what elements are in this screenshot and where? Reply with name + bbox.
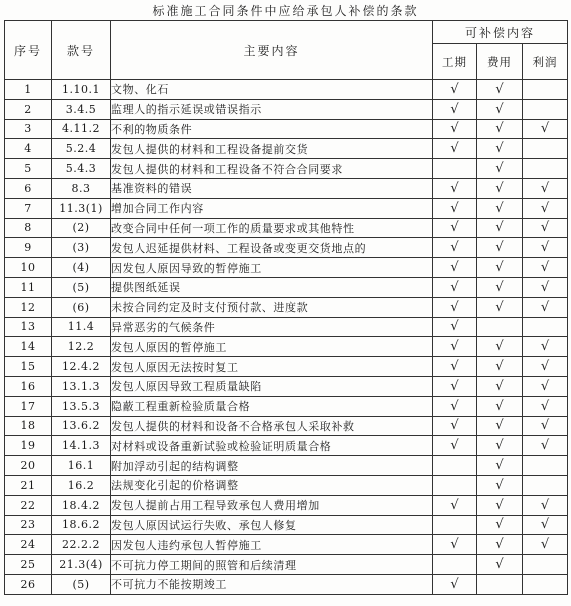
row-content: 发包人提前占用工程导致承包人费用增加 xyxy=(111,495,433,515)
table-row xyxy=(5,436,568,456)
row-period-mark: √ xyxy=(433,139,477,159)
row-cost-mark xyxy=(477,317,523,337)
table-row xyxy=(5,297,568,317)
row-content: 发包人提供的材料和设备不合格承包人采取补救 xyxy=(111,416,433,436)
row-clause: 11.4 xyxy=(52,317,111,337)
row-content: 发包人提供的材料和工程设备不符合合同要求 xyxy=(111,159,433,179)
row-profit-mark: √ xyxy=(523,416,568,436)
row-cost-mark: √ xyxy=(477,337,523,357)
row-cost-mark: √ xyxy=(477,495,523,515)
table-row xyxy=(5,456,568,476)
row-clause: 4.11.2 xyxy=(52,119,111,139)
row-period-mark xyxy=(433,475,477,495)
table-row xyxy=(5,574,568,594)
row-content: 发包人迟延提供材料、工程设备或变更交货地点的 xyxy=(111,238,433,258)
row-cost-mark: √ xyxy=(477,198,523,218)
row-profit-mark: √ xyxy=(523,495,568,515)
row-content: 因发包人原因导致的暂停施工 xyxy=(111,258,433,278)
row-cost-mark: √ xyxy=(477,416,523,436)
row-content: 不可抗力停工期间的照管和后续清理 xyxy=(111,555,433,575)
row-profit-mark: √ xyxy=(523,337,568,357)
row-content: 提供图纸延误 xyxy=(111,277,433,297)
row-content: 发包人原因导致工程质量缺陷 xyxy=(111,376,433,396)
row-clause: (3) xyxy=(52,238,111,258)
row-seq: 25 xyxy=(5,555,52,575)
row-seq: 26 xyxy=(5,574,52,594)
row-content: 文物、化石 xyxy=(111,80,433,100)
row-profit-mark: √ xyxy=(523,535,568,555)
row-clause: 13.6.2 xyxy=(52,416,111,436)
table-row xyxy=(5,376,568,396)
row-period-mark xyxy=(433,159,477,179)
row-seq: 3 xyxy=(5,119,52,139)
row-profit-mark: √ xyxy=(523,376,568,396)
row-seq: 8 xyxy=(5,218,52,238)
table-row xyxy=(5,337,568,357)
row-content: 未按合同约定及时支付预付款、进度款 xyxy=(111,297,433,317)
row-clause: 5.4.3 xyxy=(52,159,111,179)
row-clause: 3.4.5 xyxy=(52,99,111,119)
row-period-mark xyxy=(433,515,477,535)
row-cost-mark: √ xyxy=(477,119,523,139)
table-body xyxy=(5,80,568,595)
table-row xyxy=(5,357,568,377)
row-period-mark: √ xyxy=(433,99,477,119)
row-content: 监理人的指示延误或错误指示 xyxy=(111,99,433,119)
row-profit-mark: √ xyxy=(523,238,568,258)
table-row xyxy=(5,475,568,495)
row-profit-mark xyxy=(523,475,568,495)
row-clause: 13.5.3 xyxy=(52,396,111,416)
row-profit-mark xyxy=(523,555,568,575)
row-seq: 10 xyxy=(5,258,52,278)
row-seq: 23 xyxy=(5,515,52,535)
table-row xyxy=(5,99,568,119)
row-seq: 11 xyxy=(5,277,52,297)
row-profit-mark xyxy=(523,159,568,179)
row-period-mark: √ xyxy=(433,574,477,594)
row-period-mark: √ xyxy=(433,495,477,515)
row-clause: (4) xyxy=(52,258,111,278)
row-profit-mark: √ xyxy=(523,218,568,238)
row-seq: 5 xyxy=(5,159,52,179)
row-cost-mark: √ xyxy=(477,396,523,416)
header-main-content: 主要内容 xyxy=(111,21,433,80)
row-profit-mark xyxy=(523,456,568,476)
row-clause: 18.4.2 xyxy=(52,495,111,515)
row-cost-mark xyxy=(477,574,523,594)
table-row xyxy=(5,198,568,218)
row-seq: 17 xyxy=(5,396,52,416)
row-period-mark: √ xyxy=(433,297,477,317)
table-row xyxy=(5,80,568,100)
row-seq: 14 xyxy=(5,337,52,357)
table-row xyxy=(5,396,568,416)
row-period-mark xyxy=(433,555,477,575)
compensation-clauses-table xyxy=(4,20,568,595)
row-content: 因发包人违约承包人暂停施工 xyxy=(111,535,433,555)
row-content: 发包人原因的暂停施工 xyxy=(111,337,433,357)
row-cost-mark: √ xyxy=(477,258,523,278)
row-content: 对材料或设备重新试验或检验证明质量合格 xyxy=(111,436,433,456)
row-period-mark: √ xyxy=(433,80,477,100)
row-clause: 21.3(4) xyxy=(52,555,111,575)
row-profit-mark xyxy=(523,80,568,100)
row-content: 不可抗力不能按期竣工 xyxy=(111,574,433,594)
row-period-mark: √ xyxy=(433,436,477,456)
row-clause: 16.1 xyxy=(52,456,111,476)
row-cost-mark: √ xyxy=(477,277,523,297)
row-cost-mark: √ xyxy=(477,475,523,495)
row-period-mark: √ xyxy=(433,337,477,357)
table-row xyxy=(5,535,568,555)
table-row xyxy=(5,178,568,198)
row-period-mark: √ xyxy=(433,119,477,139)
header-cost: 费用 xyxy=(477,44,523,80)
row-seq: 15 xyxy=(5,357,52,377)
row-period-mark: √ xyxy=(433,535,477,555)
row-content: 改变合同中任何一项工作的质量要求或其他特性 xyxy=(111,218,433,238)
row-seq: 20 xyxy=(5,456,52,476)
row-clause: 22.2.2 xyxy=(52,535,111,555)
row-seq: 6 xyxy=(5,178,52,198)
row-period-mark: √ xyxy=(433,218,477,238)
row-seq: 1 xyxy=(5,80,52,100)
row-profit-mark: √ xyxy=(523,297,568,317)
row-period-mark: √ xyxy=(433,198,477,218)
row-period-mark: √ xyxy=(433,317,477,337)
header-profit: 利润 xyxy=(523,44,568,80)
row-content: 发包人原因试运行失败、承包人修复 xyxy=(111,515,433,535)
table-row xyxy=(5,317,568,337)
row-profit-mark: √ xyxy=(523,396,568,416)
row-clause: (5) xyxy=(52,574,111,594)
row-clause: (2) xyxy=(52,218,111,238)
row-period-mark: √ xyxy=(433,357,477,377)
row-profit-mark: √ xyxy=(523,198,568,218)
row-clause: 13.1.3 xyxy=(52,376,111,396)
table-row xyxy=(5,277,568,297)
row-cost-mark: √ xyxy=(477,238,523,258)
row-period-mark: √ xyxy=(433,178,477,198)
row-clause: (5) xyxy=(52,277,111,297)
row-profit-mark xyxy=(523,574,568,594)
row-seq: 12 xyxy=(5,297,52,317)
row-cost-mark: √ xyxy=(477,80,523,100)
row-clause: 8.3 xyxy=(52,178,111,198)
row-period-mark: √ xyxy=(433,416,477,436)
table-row xyxy=(5,139,568,159)
header-compensation-group: 可补偿内容 xyxy=(433,21,568,44)
row-seq: 18 xyxy=(5,416,52,436)
row-cost-mark: √ xyxy=(477,178,523,198)
row-seq: 4 xyxy=(5,139,52,159)
row-content: 不利的物质条件 xyxy=(111,119,433,139)
row-profit-mark: √ xyxy=(523,258,568,278)
table-row xyxy=(5,416,568,436)
row-clause: 1.10.1 xyxy=(52,80,111,100)
row-cost-mark: √ xyxy=(477,456,523,476)
row-clause: 16.2 xyxy=(52,475,111,495)
row-content: 隐蔽工程重新检验质量合格 xyxy=(111,396,433,416)
row-content: 发包人提供的材料和工程设备提前交货 xyxy=(111,139,433,159)
row-seq: 16 xyxy=(5,376,52,396)
row-period-mark: √ xyxy=(433,396,477,416)
row-period-mark: √ xyxy=(433,277,477,297)
row-clause: 11.3(1) xyxy=(52,198,111,218)
row-seq: 21 xyxy=(5,475,52,495)
table-row xyxy=(5,555,568,575)
row-content: 法规变化引起的价格调整 xyxy=(111,475,433,495)
row-period-mark: √ xyxy=(433,376,477,396)
row-content: 基准资料的错误 xyxy=(111,178,433,198)
row-profit-mark xyxy=(523,99,568,119)
table-row xyxy=(5,495,568,515)
row-clause: 12.4.2 xyxy=(52,357,111,377)
row-cost-mark: √ xyxy=(477,297,523,317)
table-row xyxy=(5,238,568,258)
row-cost-mark: √ xyxy=(477,436,523,456)
row-cost-mark: √ xyxy=(477,376,523,396)
row-clause: 5.2.4 xyxy=(52,139,111,159)
row-period-mark xyxy=(433,456,477,476)
row-period-mark: √ xyxy=(433,258,477,278)
row-profit-mark: √ xyxy=(523,119,568,139)
row-clause: 18.6.2 xyxy=(52,515,111,535)
row-clause: 12.2 xyxy=(52,337,111,357)
row-content: 附加浮动引起的结构调整 xyxy=(111,456,433,476)
row-profit-mark: √ xyxy=(523,515,568,535)
row-seq: 22 xyxy=(5,495,52,515)
header-seq: 序号 xyxy=(5,21,52,80)
row-content: 发包人原因无法按时复工 xyxy=(111,357,433,377)
row-cost-mark: √ xyxy=(477,555,523,575)
row-content: 增加合同工作内容 xyxy=(111,198,433,218)
row-cost-mark: √ xyxy=(477,99,523,119)
row-cost-mark: √ xyxy=(477,357,523,377)
row-clause: 14.1.3 xyxy=(52,436,111,456)
table-row xyxy=(5,159,568,179)
table-row xyxy=(5,119,568,139)
header-period: 工期 xyxy=(433,44,477,80)
row-seq: 19 xyxy=(5,436,52,456)
row-profit-mark: √ xyxy=(523,178,568,198)
row-seq: 2 xyxy=(5,99,52,119)
header-clause: 款号 xyxy=(52,21,111,80)
row-seq: 9 xyxy=(5,238,52,258)
row-cost-mark: √ xyxy=(477,218,523,238)
row-content: 异常恶劣的气候条件 xyxy=(111,317,433,337)
row-profit-mark xyxy=(523,317,568,337)
row-cost-mark: √ xyxy=(477,515,523,535)
table-row xyxy=(5,515,568,535)
row-period-mark: √ xyxy=(433,238,477,258)
table-row xyxy=(5,258,568,278)
row-seq: 13 xyxy=(5,317,52,337)
table-row xyxy=(5,218,568,238)
row-profit-mark: √ xyxy=(523,357,568,377)
row-profit-mark xyxy=(523,139,568,159)
row-cost-mark: √ xyxy=(477,535,523,555)
row-clause: (6) xyxy=(52,297,111,317)
row-cost-mark: √ xyxy=(477,159,523,179)
row-cost-mark: √ xyxy=(477,139,523,159)
row-profit-mark: √ xyxy=(523,277,568,297)
row-profit-mark: √ xyxy=(523,436,568,456)
table-title: 标准施工合同条件中应给承包人补偿的条款 xyxy=(152,4,419,18)
row-seq: 24 xyxy=(5,535,52,555)
table-header xyxy=(5,21,568,80)
row-seq: 7 xyxy=(5,198,52,218)
